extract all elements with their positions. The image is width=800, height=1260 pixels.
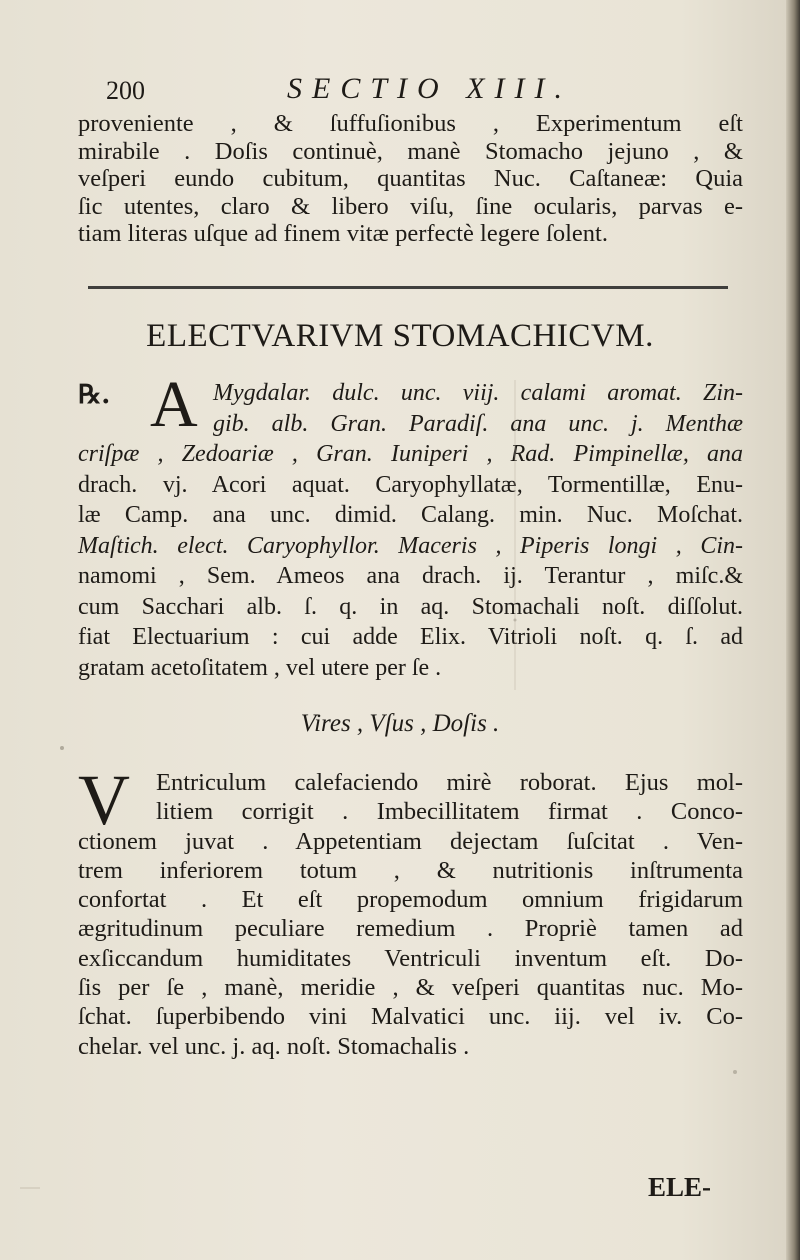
text-line: confortat . Et eſt propemodum omnium frigidarum [78, 886, 743, 914]
text-line: chelar. vel unc. j. aq. noſt. Stomachalis . [78, 1032, 470, 1060]
text-line: ægritudinum peculiare remedium . Propriè tamen ad [78, 915, 743, 943]
recipe-block [78, 368, 743, 688]
recipe-line: drach. vj. Acori aquat. Caryophyllatæ, Tormentillæ, Enu- [78, 471, 743, 498]
recipe-line: Maſtich. elect. Caryophyllor. Maceris , Piperis longi , Cin- [78, 532, 743, 559]
text-line: ſchat. ſuperbibendo vini Malvatici unc. iij. vel iv. Co- [78, 1003, 743, 1031]
page-gutter-shadow [786, 0, 800, 1260]
recipe-line: fiat Electuarium : cui adde Elix. Vitrioli noſt. q. ſ. ad [78, 624, 743, 650]
text-line: ſic utentes, claro & libero viſu, ſine ocularis, parvas e- [78, 192, 743, 220]
text-line: exſiccandum humiditates Ventriculi inventum eſt. Do- [78, 944, 743, 972]
text-line: tiam literas uſque ad finem vitæ perfectè legere ſolent. [78, 220, 608, 248]
vires-paragraph [78, 760, 743, 1061]
text-line: litiem corrigit . Imbecillitatem firmat . Conco- [156, 798, 743, 826]
recipe-line: namomi , Sem. Ameos ana drach. ij. Terantur , miſc.& [78, 563, 743, 589]
recipe-symbol: ℞. [78, 380, 111, 410]
text-line: veſperi eundo cubitum, quantitas Nuc. Caſtaneæ: Quia [78, 165, 743, 193]
recipe-line: cum Sacchari alb. ſ. q. in aq. Stomachali noſt. diſſolut. [78, 593, 743, 620]
text-line: Entriculum calefaciendo mirè roborat. Ejus mol- [156, 769, 743, 796]
vires-heading: Vires , Vſus , Doſis . [300, 710, 500, 737]
catchword: ELE- [648, 1172, 712, 1202]
text-line: mirabile . Doſis continuè, manè Stomacho jejuno , & [78, 137, 743, 165]
running-head: SECTIO XIII. [287, 72, 572, 105]
text-line: ctionem juvat . Appetentiam dejectam ſuſcitat . Ven- [78, 827, 743, 855]
recipe-line: gib. alb. Gran. Paradiſ. ana unc. j. Menthæ [213, 410, 743, 437]
drop-cap-v: V [78, 760, 130, 840]
section-title: ELECTVARIVM STOMACHICVM. [146, 318, 654, 354]
text-line: trem inferiorem totum , & nutritionis inſtrumenta [78, 856, 743, 884]
recipe-line: læ Camp. ana unc. dimid. Calang. min. Nuc. Moſchat. [78, 502, 743, 528]
recipe-line: Mygdalar. dulc. unc. viij. calami aromat. Zin- [213, 380, 743, 406]
intro-paragraph [78, 110, 743, 248]
recipe-line: gratam acetoſitatem , vel utere per ſe . [78, 654, 442, 681]
text-line: ſis per ſe , manè, meridie , & veſperi quantitas nuc. Mo- [78, 974, 743, 1002]
page-number: 200 [106, 76, 145, 105]
section-divider-rule [88, 286, 728, 289]
recipe-line: criſpæ , Zedoariæ , Gran. Iuniperi , Rad. Pimpinellæ, ana [78, 441, 743, 467]
drop-cap-a: A [150, 368, 198, 441]
page-header [82, 72, 732, 108]
text-line: proveniente , & ſuffuſionibus , Experimentum eſt [78, 110, 743, 137]
